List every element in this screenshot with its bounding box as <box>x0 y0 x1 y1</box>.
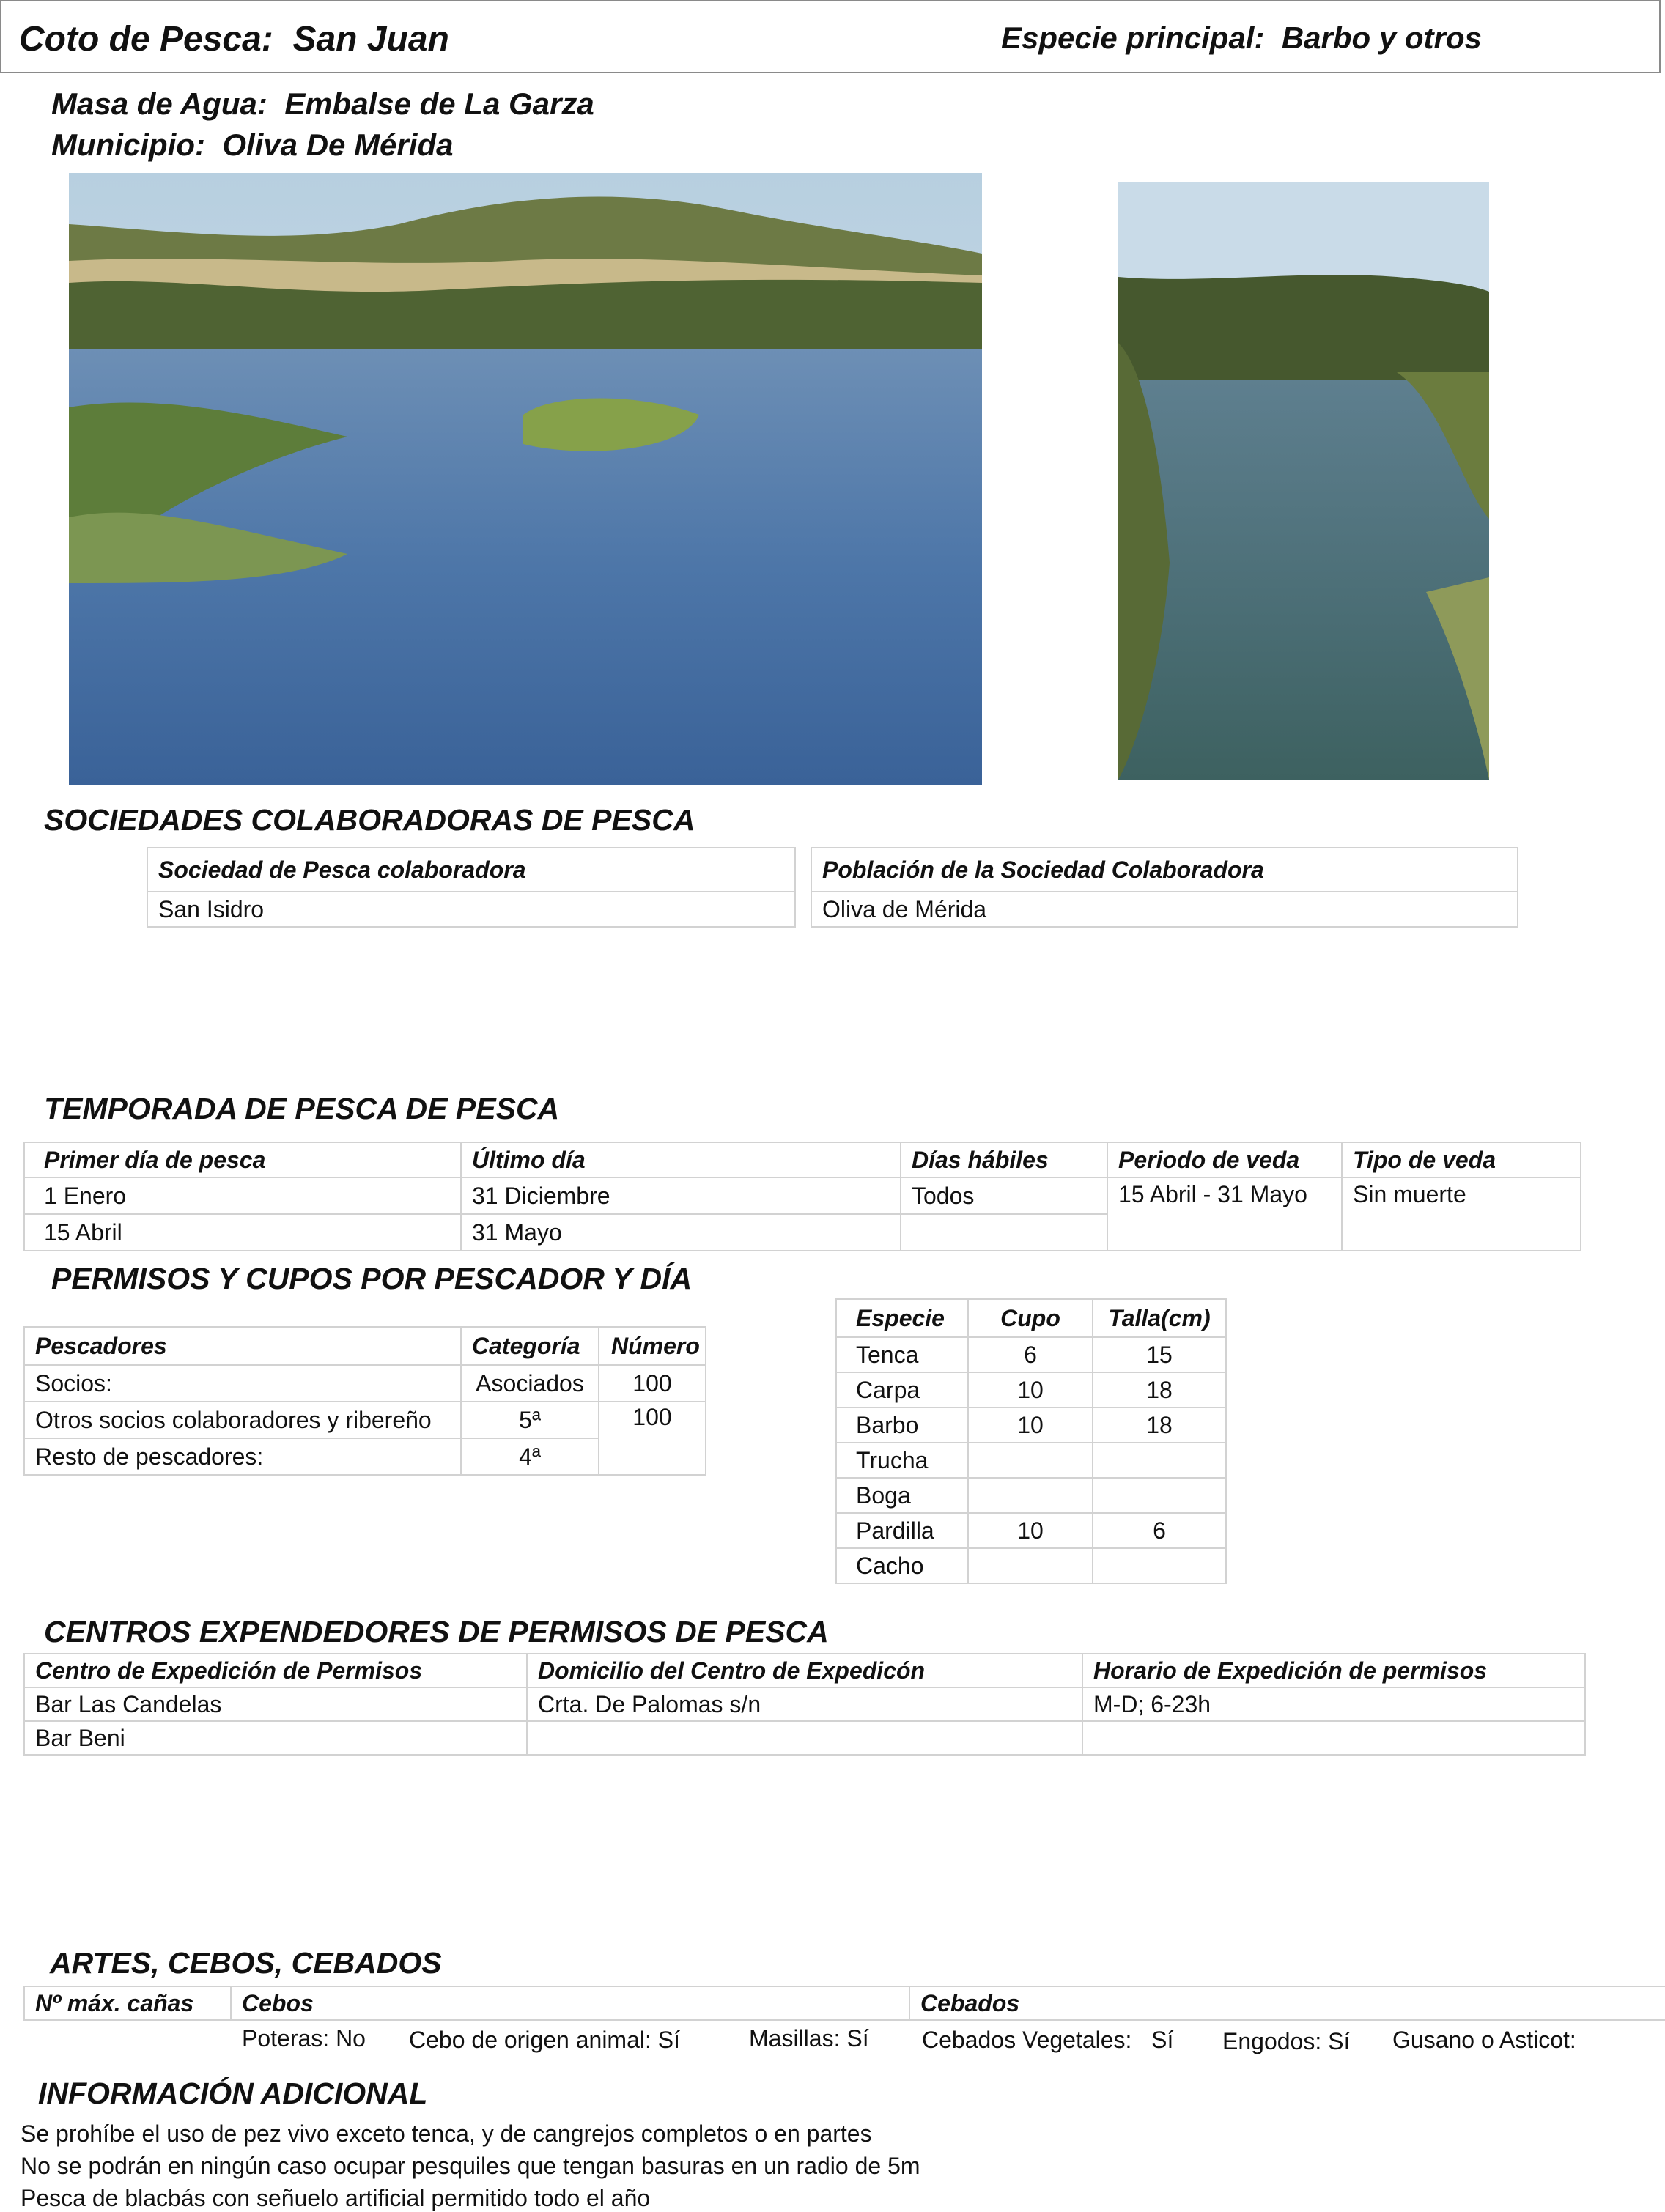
domicilio-row-1: Crta. De Palomas s/n <box>527 1687 1082 1721</box>
ultimo-dia-2: 31 Mayo <box>461 1214 901 1251</box>
centros-table <box>23 1653 1586 1756</box>
reservoir-photo-main <box>69 173 982 785</box>
canas-header: Nº máx. cañas <box>24 1986 231 2020</box>
pescadores-header: Pescadores <box>24 1327 461 1365</box>
sociedades-title: SOCIEDADES COLABORADORAS DE PESCA <box>44 803 695 837</box>
gusano-asticot <box>1392 2027 1583 2054</box>
masa-label: Masa de Agua: <box>51 86 267 121</box>
primer-dia-header: Primer día de pesca <box>24 1142 461 1177</box>
horario-row-1: M-D; 6-23h <box>1082 1687 1585 1721</box>
gusano-label: Gusano o Asticot: <box>1392 2027 1576 2053</box>
poteras <box>242 2025 366 2052</box>
masillas-value: Sí <box>846 2025 869 2052</box>
periodo-veda-header: Periodo de veda <box>1107 1142 1342 1177</box>
especie-value: Barbo y otros <box>1281 21 1482 55</box>
tipo-veda-value: Sin muerte <box>1342 1177 1581 1251</box>
horario-header: Horario de Expedición de permisos <box>1082 1654 1585 1687</box>
cupo-talla-3: 18 <box>1093 1408 1226 1443</box>
dias-habiles-header: Días hábiles <box>901 1142 1107 1177</box>
centro-row-1: Bar Las Candelas <box>24 1687 527 1721</box>
centro-header: Centro de Expedición de Permisos <box>24 1654 527 1687</box>
municipio-value: Oliva De Mérida <box>222 127 454 162</box>
engodos-value: Sí <box>1328 2028 1351 2054</box>
cupo-valor-3: 10 <box>968 1408 1093 1443</box>
temporada-table <box>23 1142 1581 1251</box>
cupo-especie-5: Boga <box>836 1478 968 1513</box>
pescadores-row-3: Resto de pescadores: <box>24 1438 461 1475</box>
poblacion-table <box>811 847 1518 928</box>
cebos-header: Cebos <box>231 1986 909 2020</box>
especie-label: Especie principal: <box>1001 21 1265 55</box>
cupo-valor-1: 6 <box>968 1337 1093 1372</box>
cupo-valor-4 <box>968 1443 1093 1478</box>
cupo-valor-6: 10 <box>968 1513 1093 1548</box>
cupo-talla-6: 6 <box>1093 1513 1226 1548</box>
centros-title: CENTROS EXPENDEDORES DE PERMISOS DE PESCA <box>44 1615 829 1649</box>
artes-table <box>23 1986 1665 2021</box>
periodo-veda-value: 15 Abril - 31 Mayo <box>1107 1177 1342 1251</box>
cupos-table <box>835 1298 1227 1584</box>
permisos-table <box>23 1326 706 1476</box>
domicilio-header: Domicilio del Centro de Expedicón <box>527 1654 1082 1687</box>
dias-habiles-2 <box>901 1214 1107 1251</box>
ultimo-dia-header: Último día <box>461 1142 901 1177</box>
sociedad-table <box>147 847 796 928</box>
especie-principal <box>1001 21 1482 56</box>
cupo-talla-4 <box>1093 1443 1226 1478</box>
poblacion-value: Oliva de Mérida <box>811 892 1518 927</box>
sociedad-header: Sociedad de Pesca colaboradora <box>147 848 795 892</box>
talla-header: Talla(cm) <box>1093 1299 1226 1337</box>
temporada-title: TEMPORADA DE PESCA DE PESCA <box>44 1092 560 1125</box>
categoria-row-3: 4ª <box>461 1438 599 1475</box>
cebados-veg-label: Cebados Vegetales: <box>922 2027 1132 2053</box>
ultimo-dia-1: 31 Diciembre <box>461 1177 901 1214</box>
cupo-valor-5 <box>968 1478 1093 1513</box>
numero-row-2: 100 <box>599 1402 706 1475</box>
categoria-header: Categoría <box>461 1327 599 1365</box>
cupo-valor-2: 10 <box>968 1372 1093 1408</box>
cupo-especie-1: Tenca <box>836 1337 968 1372</box>
numero-row-1: 100 <box>599 1365 706 1402</box>
cupo-especie-4: Trucha <box>836 1443 968 1478</box>
info-line-3: Pesca de blacbás con señuelo artificial permitido todo el año <box>21 2185 651 2211</box>
cupo-especie-3: Barbo <box>836 1408 968 1443</box>
categoria-row-2: 5ª <box>461 1402 599 1438</box>
coto-label: Coto de Pesca: <box>19 20 273 59</box>
cupo-talla-2: 18 <box>1093 1372 1226 1408</box>
info-line-1: Se prohíbe el uso de pez vivo exceto tenca, y de cangrejos completos o en partes <box>21 2120 872 2147</box>
cupo-talla-7 <box>1093 1548 1226 1583</box>
coto-value: San Juan <box>292 20 449 59</box>
engodos-label: Engodos: <box>1222 2028 1322 2054</box>
masillas-label: Masillas: <box>749 2025 841 2052</box>
permisos-title: PERMISOS Y CUPOS POR PESCADOR Y DÍA <box>51 1262 693 1295</box>
centro-row-2: Bar Beni <box>24 1721 527 1755</box>
cupo-talla-5 <box>1093 1478 1226 1513</box>
masillas <box>749 2025 869 2052</box>
poteras-value: No <box>336 2025 366 2052</box>
primer-dia-2: 15 Abril <box>24 1214 461 1251</box>
categoria-row-1: Asociados <box>461 1365 599 1402</box>
cebados-header: Cebados <box>909 1986 1665 2020</box>
masa-value: Embalse de La Garza <box>284 86 594 121</box>
masa-agua <box>51 86 594 122</box>
poblacion-header: Población de la Sociedad Colaboradora <box>811 848 1518 892</box>
cupo-especie-6: Pardilla <box>836 1513 968 1548</box>
cupo-talla-1: 15 <box>1093 1337 1226 1372</box>
municipio-label: Municipio: <box>51 127 205 162</box>
cupo-especie-7: Cacho <box>836 1548 968 1583</box>
cupo-especie-2: Carpa <box>836 1372 968 1408</box>
horario-row-2 <box>1082 1721 1585 1755</box>
info-line-2: No se podrán en ningún caso ocupar pesquiles que tengan basuras en un radio de 5m <box>21 2153 920 2179</box>
cebo-animal-label: Cebo de origen animal: <box>409 2027 651 2053</box>
cebo-animal-value: Sí <box>657 2027 680 2053</box>
sociedad-value: San Isidro <box>147 892 795 927</box>
tipo-veda-header: Tipo de veda <box>1342 1142 1581 1177</box>
artes-title: ARTES, CEBOS, CEBADOS <box>50 1946 442 1980</box>
poteras-label: Poteras: <box>242 2025 330 2052</box>
info-title: INFORMACIÓN ADICIONAL <box>38 2076 428 2110</box>
engodos <box>1222 2028 1350 2055</box>
coto-title <box>19 19 449 59</box>
cebados-veg-value: Sí <box>1151 2027 1174 2053</box>
especie-header: Especie <box>836 1299 968 1337</box>
numero-header: Número <box>599 1327 706 1365</box>
cebo-animal <box>409 2027 680 2054</box>
reservoir-photo-side <box>1118 182 1489 780</box>
domicilio-row-2 <box>527 1721 1082 1755</box>
primer-dia-1: 1 Enero <box>24 1177 461 1214</box>
dias-habiles-1: Todos <box>901 1177 1107 1214</box>
municipio <box>51 127 453 163</box>
cebados-vegetales <box>922 2027 1173 2054</box>
cupo-valor-7 <box>968 1548 1093 1583</box>
pescadores-row-1: Socios: <box>24 1365 461 1402</box>
pescadores-row-2: Otros socios colaboradores y ribereño <box>24 1402 461 1438</box>
cupo-header: Cupo <box>968 1299 1093 1337</box>
